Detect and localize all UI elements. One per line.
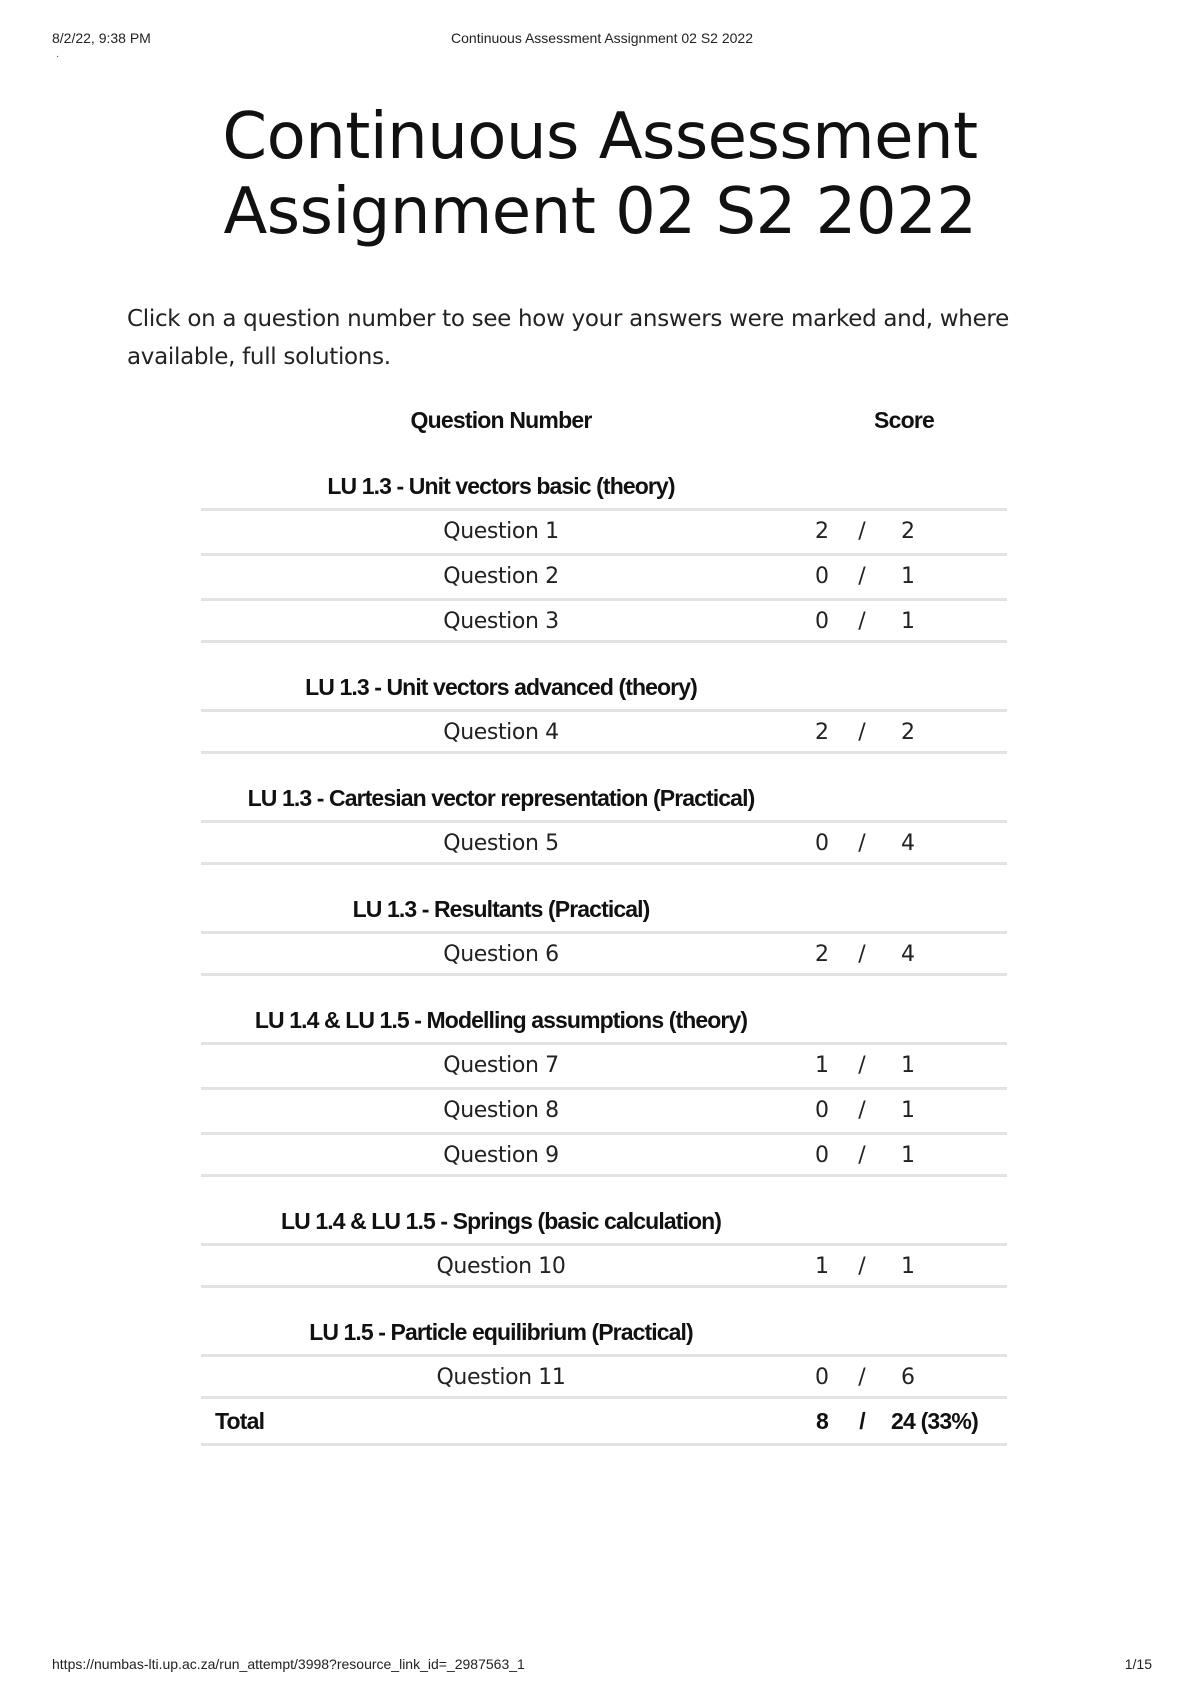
stray-mark: · <box>56 51 60 62</box>
total-separator: / <box>859 1408 865 1434</box>
group-title: LU 1.3 - Cartesian vector representation (Practical) <box>247 785 755 811</box>
question-row[interactable] <box>201 1132 1007 1177</box>
question-row[interactable] <box>201 1042 1007 1087</box>
group-title: LU 1.5 - Particle equilibrium (Practical) <box>309 1319 693 1345</box>
group-title: LU 1.3 - Resultants (Practical) <box>352 896 650 922</box>
group-title: LU 1.3 - Unit vectors advanced (theory) <box>305 674 697 700</box>
score-header: Score <box>874 407 934 433</box>
question-link[interactable]: Question 6 <box>443 942 559 967</box>
total-score: 8 <box>816 1408 828 1434</box>
question-row[interactable] <box>201 598 1007 643</box>
question-max-score: 2 <box>901 720 915 745</box>
print-footer <box>52 1656 1152 1676</box>
question-row[interactable] <box>201 1354 1007 1399</box>
question-link[interactable]: Question 4 <box>443 720 559 745</box>
print-header-title: Continuous Assessment Assignment 02 S2 2022 <box>451 30 753 46</box>
question-link[interactable]: Question 7 <box>443 1053 559 1078</box>
question-max-score: 2 <box>901 519 915 544</box>
question-row[interactable] <box>201 508 1007 553</box>
score-separator: / <box>858 1143 866 1168</box>
question-score: 0 <box>815 609 829 634</box>
page-title-line-1: Continuous Assessment <box>222 100 978 174</box>
question-number-header: Question Number <box>410 407 592 433</box>
question-score: 0 <box>815 831 829 856</box>
question-max-score: 6 <box>901 1365 915 1390</box>
score-separator: / <box>858 720 866 745</box>
question-link[interactable]: Question 5 <box>443 831 559 856</box>
question-max-score: 1 <box>901 1143 915 1168</box>
question-link[interactable]: Question 10 <box>436 1254 566 1279</box>
print-page-number: 1/15 <box>1124 1656 1152 1672</box>
total-label: Total <box>215 1408 265 1434</box>
group-title: LU 1.3 - Unit vectors basic (theory) <box>327 473 675 499</box>
print-header <box>52 30 1152 50</box>
question-link[interactable]: Question 9 <box>443 1143 559 1168</box>
question-score: 0 <box>815 1143 829 1168</box>
question-link[interactable]: Question 11 <box>436 1365 566 1390</box>
question-score: 2 <box>815 519 829 544</box>
score-separator: / <box>858 1098 866 1123</box>
question-row[interactable] <box>201 931 1007 976</box>
question-row[interactable] <box>201 1087 1007 1132</box>
question-score: 2 <box>815 942 829 967</box>
score-separator: / <box>858 1053 866 1078</box>
question-row[interactable] <box>201 709 1007 754</box>
print-datetime: 8/2/22, 9:38 PM <box>52 30 151 46</box>
page-title-line-2: Assignment 02 S2 2022 <box>223 175 977 249</box>
page-title <box>0 100 1200 250</box>
question-score: 0 <box>815 1365 829 1390</box>
question-score: 0 <box>815 564 829 589</box>
question-score: 2 <box>815 720 829 745</box>
question-link[interactable]: Question 8 <box>443 1098 559 1123</box>
question-row[interactable] <box>201 553 1007 598</box>
question-link[interactable]: Question 2 <box>443 564 559 589</box>
score-separator: / <box>858 609 866 634</box>
score-separator: / <box>858 1365 866 1390</box>
print-url: https://numbas-lti.up.ac.za/run_attempt/3998?resource_link_id=_2987563_1 <box>52 1656 525 1672</box>
total-row <box>201 1399 1007 1446</box>
column-headers <box>201 400 1007 440</box>
score-separator: / <box>858 519 866 544</box>
question-max-score: 4 <box>901 942 915 967</box>
question-groups <box>201 464 1007 1399</box>
question-max-score: 1 <box>901 564 915 589</box>
question-max-score: 1 <box>901 609 915 634</box>
question-max-score: 1 <box>901 1053 915 1078</box>
group-title: LU 1.4 & LU 1.5 - Springs (basic calculation) <box>280 1208 722 1234</box>
question-row[interactable] <box>201 820 1007 865</box>
score-separator: / <box>858 831 866 856</box>
question-score: 0 <box>815 1098 829 1123</box>
score-separator: / <box>858 1254 866 1279</box>
question-link[interactable]: Question 3 <box>443 609 559 634</box>
question-score: 1 <box>815 1053 829 1078</box>
score-separator: / <box>858 564 866 589</box>
question-max-score: 1 <box>901 1098 915 1123</box>
question-score: 1 <box>815 1254 829 1279</box>
question-link[interactable]: Question 1 <box>443 519 559 544</box>
score-separator: / <box>858 942 866 967</box>
question-max-score: 1 <box>901 1254 915 1279</box>
intro-text: Click on a question number to see how your answers were marked and, where available, full solutions. <box>127 306 1009 370</box>
total-max: 24 (33%) <box>891 1408 978 1434</box>
results-table <box>201 400 1007 1446</box>
question-max-score: 4 <box>901 831 915 856</box>
question-row[interactable] <box>201 1243 1007 1288</box>
group-title: LU 1.4 & LU 1.5 - Modelling assumptions (theory) <box>254 1007 748 1033</box>
